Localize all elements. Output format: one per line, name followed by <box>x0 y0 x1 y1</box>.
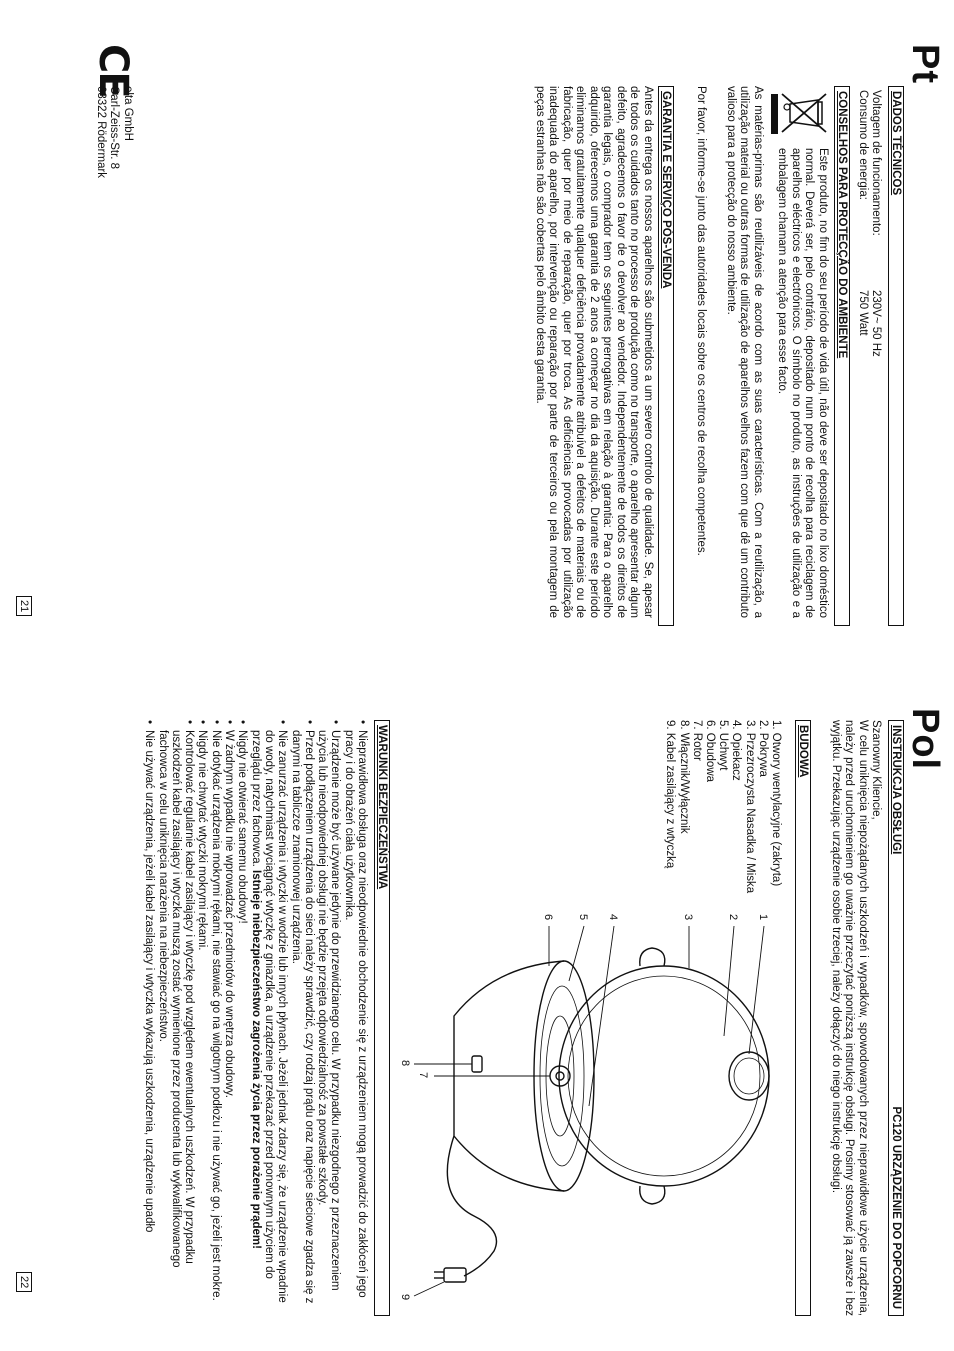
page-title-pl: Pol <box>904 708 946 771</box>
list-item <box>288 720 315 1316</box>
page-title-pt: Pt <box>904 44 946 84</box>
manufacturer-address <box>94 86 135 178</box>
safety-list <box>142 720 368 1316</box>
safety-text: Urządzenie może być używane jedynie do przewidzianego celu. W przypadku niezgodnego z przeznaczeniem użycia lub nieodpowiedniej obsługi nie będzie przejęta odpowiedzialność za powstałe szkody. <box>316 730 342 1291</box>
callout-number: 3 <box>682 914 694 921</box>
section-heading-safety <box>374 720 390 1316</box>
safety-text: Nieprawidłowa obsługa oraz nieodpowiednie obchodzenie się z urządzeniem mogą prowadzić do zakłóceń jego pracy i do obrażeń ciała użytkownika. <box>342 730 368 1298</box>
list-item <box>142 720 155 1316</box>
recycle-text: Este produto, no fim do seu período de vida útil, não deve ser depositado no lixo doméstico normal. Deverá ser, pelo contrário, depositado num ponto de recolha para reciclagem de aparelhos eléctricos e electrónicos. O símbolo no produto, as instruções de utilização e a embalagem chamam a atenção para esse facto. <box>776 148 829 618</box>
safety-warning-bold: Istnieje niebezpieczeństwo zagrożenia życia przez porażenie prądem! <box>249 870 262 1249</box>
list-item <box>315 720 342 1316</box>
list-item <box>235 720 248 1316</box>
section-heading-env <box>834 86 850 626</box>
product-name: PC120 URZĄDZENIE DO POPCORNU <box>890 1106 902 1309</box>
inform-text: Por favor, informe-se junto das autoridades locais sobre os centros de recolha competentes. <box>695 86 707 556</box>
list-item <box>208 720 221 1316</box>
build-heading: BUDOWA <box>797 725 809 778</box>
safety-text: W żadnym wypadku nie wprowadzać przedmiotów do wnętrza obudowy. <box>223 730 236 1098</box>
callout-number: 4 <box>607 914 619 921</box>
callout-number: 8 <box>399 1060 411 1067</box>
list-item <box>222 720 235 1316</box>
safety-text: Nie dotykać urządzenia mokrymi rękami, nie stawiać go na wilgotnym podłożu i nie używać go, jeżeli jest mokre. <box>209 730 222 1301</box>
list-item: 3. Przezroczysta Nasadka / Miska <box>743 720 756 894</box>
safety-text: Kontrolować regularnie kabel zasilający i wtyczkę pod względem ewentualnych uszkodzeń. W przypadku uszkodzeń kabel zasilający i wtyczka muszą zostać wymienione przez producenta lub wykwalifikowanego fachowca w celu uniknięcia narażenia na niebezpieczeństwo. <box>156 730 196 1268</box>
weee-bin-icon <box>770 86 830 142</box>
list-item: 8. Włącznik/Wyłącznik <box>677 720 690 834</box>
list-item: 5. Uchwyt <box>717 720 730 771</box>
parts-list <box>663 720 782 893</box>
section-heading-warranty <box>658 86 674 626</box>
callout-number: 9 <box>399 1294 411 1301</box>
voltage-value: 230V~ 50 Hz <box>870 290 882 357</box>
power-label: Consumo de energia: <box>857 90 869 200</box>
callout-number: 5 <box>577 914 589 921</box>
page-polish <box>0 676 954 1351</box>
list-item: 2. Pokrywa <box>756 720 769 777</box>
popcorn-maker-diagram <box>394 896 794 1316</box>
address-line: Carl-Zeiss-Str. 8 <box>108 86 121 170</box>
callout-number: 7 <box>417 1072 429 1079</box>
env-heading: CONSELHOS PARA PROTECÇÃO DO AMBIENTE <box>836 91 848 359</box>
salutation: Szanowny Kliencie, <box>870 720 882 820</box>
list-item: 6. Obudowa <box>703 720 716 783</box>
tech-heading: DADOS TÉCNICOS <box>890 91 902 196</box>
list-item <box>155 720 195 1316</box>
materials-text: As matérias-primas são reutilizáveis de acordo com as suas características. Com a reutilização, a utilização material ou outras formas de utilização de aparelhos velhos fazem com que dê um contributo valioso para a protecção do nosso ambiente. <box>725 86 764 618</box>
list-item <box>248 720 288 1316</box>
section-heading-build <box>795 720 811 1316</box>
safety-text: Przed podłączeniem urządzenia do sieci należy sprawdzić, czy rodzaj prądu oraz napięcie sieciowe zgadza się z danymi na tabliczce znamionowej urządzenia. <box>289 730 315 1304</box>
warranty-text: Antes da entrega os nossos aparelhos são submetidos a um severo controlo de qualidade. Se, apesar de todos os cuidados tanto no processo de produção como no transporte, o aparelho apresentar algum defeito, agradecemos o favor de o devolver ao vendedor. Independentemente de todos os direitos de garantia legais, o comprador tem os seguintes prerrogativas em relação à garantia: Para o aparelho adquirido, oferecemos uma garantia de 2 anos a começar no dia da aquisição. Durante este período eliminamos gratuitamente qualquer deficiência provadamente atribuível a defeitos de materiais ou de fabricação, quer por meio de reparação, quer por troca. As deficiências provocadas por utilização inadequada do aparelho, por intervenção ou reparação por parte de terceiros ou pela montagem de peças estranhas não são cobertas pelo âmbito desta garantia. <box>534 86 654 618</box>
safety-text: Nigdy nie chwytać wtyczki mokrymi rękami. <box>196 730 209 951</box>
section-heading-instr <box>888 720 904 1316</box>
intro-text: W celu uniknięcia niepożądanych uszkodzeń i wypadków, spowodowanych przez nieprawidłowe użycie urządzenia, należy przed uruchomieniem go uważnie przeczytać poniższą instrukcję obsługi. Prosimy stosować ją zawsze i bez wyjątku. Przekazując urządzenie osobie trzeciej, należy dołączyć do niego instrukcję obsługi. <box>830 720 869 1316</box>
safety-heading: WARUNKI BEZPIECZEŃSTWA <box>376 725 388 890</box>
list-item <box>195 720 208 1316</box>
callout-number: 1 <box>757 914 769 921</box>
safety-text: Nigdy nie otwierać samemu obudowy! <box>236 730 249 924</box>
power-value: 750 Watt <box>857 290 869 336</box>
address-line: 63322 Rödermark <box>95 86 107 179</box>
section-heading-tech <box>888 86 904 626</box>
page-number-pt: 21 <box>16 596 32 616</box>
ce-mark: CE <box>90 44 136 97</box>
list-item: 9. Kabel zasilający z wtyczką <box>664 720 677 869</box>
voltage-label: Voltagem de funcionamento: <box>870 90 882 236</box>
safety-text: Nie używać urządzenia, jeżeli kabel zasilający i wtyczka wykazują uszkodzenia, urządzenie upadło <box>143 730 156 1233</box>
address-line: elta GmbH <box>122 86 134 141</box>
instr-heading: INSTRUKCJA OBSŁUGI <box>890 725 902 855</box>
list-item: 1. Otwory wentylacyjne (zakryta) <box>770 720 782 887</box>
list-item <box>341 720 368 1316</box>
callout-number: 2 <box>727 914 739 921</box>
list-item: 4. Opiekacz <box>730 720 743 781</box>
warranty-heading: GARANTIA E SERVIÇO PÓS-VENDA <box>660 91 672 289</box>
page-number-pl: 22 <box>16 1272 32 1292</box>
callout-number: 6 <box>542 914 554 921</box>
list-item: 7. Rotor <box>690 720 703 761</box>
safety-text: Nie zanurzać urządzenia i wtyczki w wodzie lub innych płynach. Jeżeli jednak zdarzy się, że urządzenie wpadnie do wody, natychmiast wyciągnąć wtyczkę z gniazdka, a urządzenie przekazać przed ponownym użyciem do przeglądu przez fachowca. <box>249 730 289 1303</box>
